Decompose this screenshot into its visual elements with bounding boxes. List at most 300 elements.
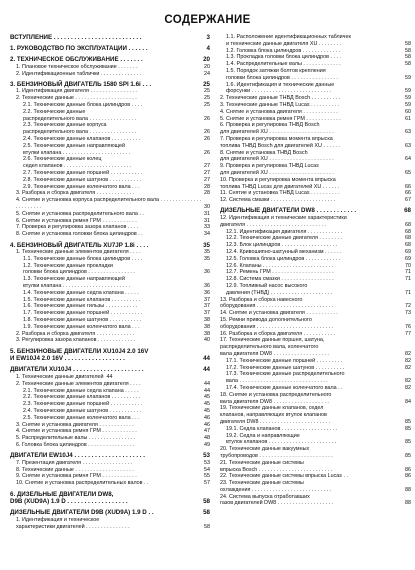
toc-entry [220,68,411,75]
toc-entry [10,374,210,381]
toc-entry-page: 85 [405,425,411,432]
toc-entry-page: 31 [204,217,210,224]
toc-entry-title: 10. Проверка и регулировка момента впрыска [220,176,336,183]
toc-entry-title: 24. Система выпуска отработавших [220,493,310,500]
toc-entry-page: 37 [204,310,210,317]
toc-entry [10,56,210,64]
toc-entry-title: 2.5. Технические данные направляющей [23,142,125,149]
toc-entry-title: 2.3. Технические данные поршней . . . . . . . . . . . [23,401,143,408]
toc-entry [10,408,210,415]
toc-entry-title: 6. Головка блока цилиндров . . . . . . . . . . . . . . . . [16,442,135,448]
toc-entry-title: 4. Снятие и установка ремня ГРМ . . . . . . . . . . . . [16,428,137,435]
toc-entry [220,95,411,102]
toc-entry [220,317,411,324]
toc-entry-page: 26 [204,149,210,156]
toc-entry-page: 71 [405,276,411,283]
toc-entry-page: 27 [204,170,210,177]
toc-entry [220,235,411,242]
toc-entry [220,331,411,338]
toc-entry-page: 53 [204,459,210,466]
toc-entry-title: 12.1. Идентификация двигателя . . . . . . . . . . . . [226,228,343,235]
toc-entry-page: 59 [405,95,411,102]
toc-entry [10,109,210,116]
toc-entry [10,337,210,344]
toc-entry-title: 12.3. Блок цилиндров . . . . . . . . . . . . . . . . . . . [226,242,338,249]
toc-entry [10,355,210,363]
toc-entry-title: 12.8. Система смазки . . . . . . . . . . . . . . . . . . [226,276,334,283]
toc-entry [220,460,411,467]
toc-entry-title: 2.2. Технические данные [23,108,86,115]
toc-entry [220,365,411,372]
toc-entry-page: 30 [204,204,210,211]
toc-entry-page: 68 [404,207,411,215]
toc-entry [220,129,411,136]
toc-entry [220,184,411,191]
toc-entry-page: 82 [405,350,411,357]
toc-entry-title: 3. БЕНЗИНОВЫЙ ДВИГАТЕЛЬ 1580 SPI 1.6i . . . [10,80,152,88]
toc-entry-title: 12.9. Топливный насос высокого [226,282,308,289]
toc-entry-page: 38 [204,330,210,337]
toc-entry-title: 23. Технические данные системы [220,480,304,487]
toc-entry-title: для двигателей XU . . . . . . . . . . . . . . . . . . . . . . [220,129,334,136]
toc-entry-page: 45 [204,394,210,401]
toc-entry [220,34,411,41]
toc-entry-page: 66 [405,183,411,190]
toc-entry-title: 13. Разборка и сборка навесного [220,296,303,303]
toc-entry-page: 58 [405,47,411,54]
toc-entry-page: 55 [204,473,210,480]
toc-entry [220,324,411,331]
toc-entry [10,256,210,263]
toc-entry-title: вала . . . . . . . . . . . . . . . . . . . . . . . . . . . . . . [226,378,328,385]
toc-entry [220,109,411,116]
toc-entry-title: 5. Снятие и установка ремня ГРМ . . . . . . . . . . . . [220,115,341,122]
toc-entry-title: 1.4. Технические данные седла клапана . . . . . [23,289,139,296]
toc-entry-title: 2. Технические данные элементов двигателя . . . . [16,380,141,387]
toc-entry [10,348,210,356]
toc-entry [10,473,210,480]
toc-entry [10,224,210,231]
toc-entry-title: 1.3. Прокладка головки блока цилиндров . . . . [226,54,341,61]
toc-entry-title: двигателя . . . . . . . . . . . . . . . . . . . . . . . . . . . [220,221,326,228]
toc-entry-title: 1. Идентификация двигателя . . . . . . . . . . . . . . . . [16,88,137,95]
toc-entry [10,170,210,177]
toc-entry-page: 71 [405,269,411,276]
toc-entry-page: 26 [204,129,210,136]
toc-entry-page: 71 [405,289,411,296]
toc-entry-page: 68 [405,228,411,235]
toc-entry [10,190,210,197]
toc-entry-page: 38 [204,317,210,324]
toc-entry [220,344,411,351]
toc-entry [10,95,210,102]
toc-entry [220,242,411,249]
toc-entry-page: 59 [405,88,411,95]
toc-entry [10,122,210,129]
toc-entry-page: 31 [204,210,210,217]
toc-entry-page: 76 [405,323,411,330]
toc-entry-title: 1.6. Идентификация и технические данные [226,81,335,88]
toc-entry [220,276,411,283]
toc-entry-page: 65 [405,169,411,176]
toc-entry-title: ДВИГАТЕЛИ EW10J4 . . . . . . . . . . . . . . . . . . . . . [10,452,145,460]
toc-entry [10,197,210,211]
toc-entry [10,435,210,442]
toc-entry-title: топлива ТНВД Bosch для двигателей XU . . . . . . [220,142,340,149]
toc-entry [10,150,210,157]
toc-entry-page: 58 [405,61,411,68]
toc-entry-title: 14. Снятие и установка двигателя . . . . . . . . . . . [220,310,338,317]
toc-entry [220,385,411,392]
toc-entry [10,116,210,123]
toc-entry-title: распределительного вала . . . . . . . . . . . . . . . . [23,115,136,122]
toc-entry-page: 25 [204,102,210,109]
toc-entry [220,82,411,89]
toc-entry-title: 2.4. Технические данные шатунов . . . . . . . . . . . [23,408,142,415]
toc-entry [220,337,411,344]
toc-entry-title: 4. Снятие и установка двигателя . . . . . . . . . . . . [220,108,338,115]
toc-entry-title: головки блока цилиндров . . . . . . . . . . . . . . . . [226,74,338,81]
toc-entry-page: 27 [204,176,210,183]
toc-entry-page: 40 [204,337,210,344]
toc-entry-page: 72 [405,303,411,310]
toc-entry [220,412,411,419]
toc-entry-page: 3 [206,34,210,41]
toc-entry-title: 5. БЕНЗИНОВЫЕ ДВИГАТЕЛИ XU10J4 2.0 16V [10,347,149,355]
toc-entry [220,263,411,270]
toc-entry-page: 88 [405,486,411,493]
toc-entry [220,303,411,310]
toc-entry-title: 12.2. Технические данные двигателя . . . . . . . . [226,235,342,242]
toc-entry [220,439,411,446]
toc-entry-page: 64 [405,156,411,163]
toc-entry [10,442,210,449]
toc-entry-page: 37 [204,296,210,303]
toc-entry [10,143,210,150]
toc-entry-page: 66 [405,190,411,197]
toc-entry-page: 27 [204,163,210,170]
toc-entry [220,433,411,440]
toc-entry-title: 1.8. Технические данные шатунов . . . . . . . . . . . [23,317,142,324]
toc-entry-page: 35 [203,241,210,249]
toc-entry-title: 1.1. Технические данные блока цилиндров . . . . [23,255,143,262]
toc-entry-page: 36 [204,269,210,276]
toc-entry-title: распределительного вала, коленчатого [220,344,319,351]
toc-entry [220,177,411,184]
toc-entry [220,473,411,480]
toc-entry [10,34,210,42]
toc-entry [220,156,411,163]
toc-entry-title: ДИЗЕЛЬНЫЕ ДВИГАТЕЛИ DW8 . . . . . . . . . . . . [220,207,357,215]
toc-entry [220,215,411,222]
toc-entry-page: 28 [204,183,210,190]
toc-entry [220,41,411,48]
toc-entry-page: 24 [204,70,210,77]
toc-entry-page: 88 [405,500,411,507]
toc-entry-title: 2.9. Технические данные коленчатого вала . . . [23,183,140,190]
toc-entry [220,75,411,82]
toc-entry-page: 45 [204,408,210,415]
toc-entry-page: 47 [204,428,210,435]
page-title: СОДЕРЖАНИЕ [164,14,251,26]
toc-entry-page: 38 [204,323,210,330]
toc-entry-page: 63 [405,129,411,136]
toc-entry-title: 4. БЕНЗИНОВЫЙ ДВИГАТЕЛЬ XU7JP 1.8i . . . . [10,241,149,249]
toc-entry-title: 17.2. Технические данные шатунов . . . . . . . . . . [226,364,345,371]
toc-entry-title: 3. Регулировка зазора клапанов . . . . . . . . . . . . . [16,337,136,344]
toc-entry [220,88,411,95]
toc-entry-page: 82 [405,364,411,371]
toc-entry-title: 1.2. Технические данные прокладки [23,262,113,269]
toc-entry [220,453,411,460]
toc-entry-page: 70 [405,262,411,269]
toc-entry-page: 45 [204,401,210,408]
toc-entry-page: 73 [405,310,411,317]
toc-entry [220,143,411,150]
toc-entry [220,378,411,385]
toc-entry [10,71,210,78]
toc-entry-page: 77 [405,330,411,337]
toc-entry-title: 2. Технические данные . . . . . . . . . . . . . . . . . . . . . [16,95,137,102]
toc-entry-page: 59 [405,74,411,81]
toc-entry-title: 9. Проверка и регулировка ТНВД Lucas [220,163,319,170]
toc-entry-title: 12.5. Головка блока цилиндров . . . . . . . . . . . . [226,255,341,262]
toc-entry-title: давления (ТНВД) . . . . . . . . . . . . . . . . . . . . . [226,289,333,296]
toc-entry [10,415,210,422]
toc-entry-title: 20. Технические данные вакуумных [220,446,310,453]
toc-entry-page: 86 [405,466,411,473]
toc-entry-page: 26 [204,115,210,122]
toc-entry-page: 36 [204,289,210,296]
toc-entry-title: 1.2. Головка блока цилиндров . . . . . . . . . . . . . [226,47,341,54]
toc-entry-title: 9. Снятие и установка ремня ГРМ . . . . . . . . . . . . [16,473,137,480]
toc-entry [220,399,411,406]
toc-entry-title: газов двигателей DW8 . . . . . . . . . . . . . . . . . . . [220,500,334,507]
toc-entry [10,317,210,324]
toc-entry-title: 19.1. Седла клапанов . . . . . . . . . . . . . . . . . . . [226,425,338,432]
toc-entry [220,61,411,68]
toc-entry-title: втулки клапана . . . . . . . . . . . . . . . . . . . . . . . [23,283,131,290]
toc-entry-page: 85 [405,439,411,446]
toc-entry-page: 82 [405,384,411,391]
toc-entry-page: 44 [203,366,210,374]
toc-entry [220,269,411,276]
toc-entry-title: И EW10J4 2.0 16V . . . . . . . . . . . . . . . . . . [10,355,125,363]
toc-entry-title: 17.4. Технические данные коленчатого вала . . [226,384,343,391]
toc-entry-title: 2.5. Технические данные коленчатого вала . . . [23,414,140,421]
toc-entry-page: 54 [204,466,210,473]
toc-entry-title: 2.2. Технические данные клапанов . . . . . . . . . . [23,394,141,401]
toc-entry-title: 1. Идентификация и техническое [16,516,100,523]
toc-entry [220,392,411,399]
toc-entry [10,467,210,474]
toc-entry [220,136,411,143]
toc-entry-title: 2.4. Технические данные клапанов . . . . . . . . . . [23,136,141,143]
toc-entry-page: 84 [405,398,411,405]
toc-entry-title: характеристики двигателей . . . . . . . . . . . . . . . [16,523,130,530]
toc-entry [10,249,210,256]
toc-entry [220,222,411,229]
toc-entry [220,249,411,256]
toc-entry-page: 58 [204,523,210,530]
toc-entry [10,283,210,290]
toc-entry [220,207,411,215]
toc-entry [220,480,411,487]
toc-entry-title: 2. Идентификационные таблички . . . . . . . . . . . . . . [16,70,142,77]
toc-entry-title: 1. Технические данные элементов двигателя . . . . [16,249,141,256]
toc-entry-page: 26 [204,136,210,143]
toc-entry-title: 2.8. Технические данные шатунов . . . . . . . . . . . [23,176,142,183]
toc-entry-page: 61 [405,115,411,122]
toc-entry [220,283,411,290]
toc-entry-title: 7. Презентация двигателя . . . . . . . . . . . . . . . . . [16,459,133,466]
toc-entry-title: 2. Технические данные ТНВД Bosch . . . . . . . . . . [220,95,341,102]
toc-entry [220,48,411,55]
toc-entry [220,446,411,453]
toc-entry [220,190,411,197]
toc-entry [10,401,210,408]
toc-entry-title: двигателя DW8 . . . . . . . . . . . . . . . . . . . . . . . . [220,418,331,425]
toc-entry [220,371,411,378]
toc-entry-title: 22. Технические данные системы впрыска Lucas . . [220,473,348,480]
toc-entry [10,428,210,435]
toc-entry-title: головки блока цилиндров . . . . . . . . . . . . . . . . [23,269,135,276]
toc-entry [10,88,210,95]
toc-entry [220,310,411,317]
toc-entry-page: 44 [204,387,210,394]
toc-entry-title: 1.6. Технические данные гильзы . . . . . . . . . . . [23,303,138,310]
toc-entry-page: 28 [204,190,210,197]
toc-entry-page: 58 [405,54,411,61]
toc-entry-title: седел клапанов . . . . . . . . . . . . . . . . . . . . . . . [23,163,132,170]
toc-entry-page: 4 [206,45,210,53]
toc-entry-page: 25 [204,95,210,102]
toc-entry [220,426,411,433]
toc-entry-title: 6. Проверка и регулировка ТНВД Bosch [220,122,320,129]
toc-entry-page: 58 [203,498,210,506]
toc-entry [220,487,411,494]
toc-entry-title: 4. Снятие и установка корпуса распределительного вала . . . . . . . . . . . . . . . . . . . . . . . [16,197,203,211]
toc-entry-page: 82 [405,378,411,385]
toc-entry-page: 37 [204,303,210,310]
toc-entry-title: вала двигателя DW8 . . . . . . . . . . . . . . . . . . . [220,350,329,357]
toc-entry-page: 25 [203,80,210,88]
toc-column-right [220,34,411,507]
toc-entry [10,163,210,170]
toc-entry [10,498,210,506]
toc-entry-title: 2. Разборка и сборка двигателя . . . . . . . . . . . . . [16,330,135,337]
toc-entry-page: 59 [405,101,411,108]
toc-entry [220,102,411,109]
toc-entry-title: ДВИГАТЕЛИ XU10J4 . . . . . . . . . . . . . . . . . . . . . [10,366,144,374]
toc-entry-title: 12.7. Ремень ГРМ . . . . . . . . . . . . . . . . . . . . . [226,269,334,276]
toc-entry-title: 12. Система смазки . . . . . . . . . . . . . . . . . . . . . . [220,197,336,204]
toc-entry-title: 5. Распределительные валы . . . . . . . . . . . . . . . . [16,435,136,442]
toc-entry-page: 58 [203,509,210,517]
toc-entry [10,324,210,331]
toc-entry [220,54,411,61]
toc-entry-title: 17.1. Технические данные поршней . . . . . . . . . [226,357,343,364]
toc-entry-title: ВСТУПЛЕНИЕ . . . . . . . . . . . . . . . . . . . . . . . . . . [10,34,142,41]
toc-entry-page: 44 [204,380,210,387]
toc-entry [10,184,210,191]
toc-entry [10,45,210,53]
toc-entry-title: 2. ТЕХНИЧЕСКОЕ ОБСЛУЖИВАНИЕ . . . . . . . [10,56,143,64]
toc-entry-title: 1.9. Технические данные коленчатого вала . . . [23,323,140,330]
toc-entry-title: оборудования . . . . . . . . . . . . . . . . . . . . . . . . . . [220,323,334,330]
toc-entry [10,64,210,71]
toc-entry [220,290,411,297]
toc-entry [10,136,210,143]
toc-entry-title: форсунки . . . . . . . . . . . . . . . . . . . . . . . . . . . [226,88,332,95]
toc-entry-page: 46 [204,414,210,421]
toc-entry-page: 67 [405,197,411,204]
toc-entry [10,480,210,487]
toc-entry-title: для двигателей XU . . . . . . . . . . . . . . . . . . . . . . [220,169,334,176]
toc-entry-title: 12.4. Кривошипно-шатунный механизм . . . . . . [226,249,342,255]
toc-entry [10,517,210,524]
toc-entry-title: 1.5. Порядок затяжки болтов крепления [226,67,326,74]
toc-entry-title: и технические данные двигателя XU . . . . . . . . [226,40,342,47]
toc-entry-title: 7. Проверка и регулировка зазора клапанов . . . . [16,224,139,231]
toc-entry-page: 68 [405,221,411,228]
toc-entry [10,211,210,218]
toc-entry [220,419,411,426]
toc-entry-page: 82 [405,357,411,364]
toc-entry-page: 85 [405,452,411,459]
toc-entry-title: 19. Технические данные клапанов, седел [220,405,324,412]
toc-entry-title: 8. Снятие и установка головки блока цилиндров . . [16,231,143,238]
toc-entry-page: 35 [204,249,210,256]
toc-entry [220,170,411,177]
toc-entry-title: 16. Разборка и сборка двигателя . . . . . . . . . . . [220,330,336,337]
toc-entry-title: 21. Технические данные системы [220,459,304,466]
toc-entry-title: 3. Разборка и сборка двигателя . . . . . . . . . . . . . [16,190,135,197]
toc-entry [220,467,411,474]
toc-entry [10,452,210,460]
toc-entry-title: 3. Снятие и установка двигателя . . . . . . . . . . . . [16,421,134,428]
toc-entry [220,256,411,263]
toc-entry-page: 85 [405,418,411,425]
toc-entry-page: 36 [204,283,210,290]
toc-entry-title: 1.4. Распределительные валы . . . . . . . . . . . . . [226,61,341,68]
toc-entry [220,197,411,204]
toc-entry-title: распределительного вала . . . . . . . . . . . . . . . . [23,129,136,136]
toc-entry-title: впрыска Bosch . . . . . . . . . . . . . . . . . . . . . . . . . [220,466,333,473]
toc-entry [10,231,210,238]
toc-entry-page: 63 [405,142,411,149]
toc-entry [220,297,411,304]
toc-entry [10,218,210,225]
toc-entry-title: охлаждения . . . . . . . . . . . . . . . . . . . . . . . . . . . [220,486,332,493]
toc-entry-title: клапанов, направляющих втулок клапанов [220,412,327,419]
toc-entry-title: 6. ДИЗЕЛЬНЫЕ ДВИГАТЕЛИ DW8, [10,490,114,498]
toc-entry-title: 2.1. Технические данные блока цилиндров . . . . [23,102,143,109]
toc-entry [220,358,411,365]
toc-entry-page: 20 [203,56,210,64]
toc-entry-page: 69 [405,249,411,255]
toc-entry-title: 17.3. Технические данные распределительного [226,371,345,378]
toc-entry [220,351,411,358]
toc-entry [220,229,411,236]
toc-entry [10,102,210,109]
toc-entry [10,290,210,297]
toc-entry [10,366,210,374]
toc-entry-title: D9B (XUD9A) 1.9 D . . . . . . . . . . . . . . . . . . [10,498,128,506]
toc-entry-title: 10. Снятие и установка распределительных валов . . [16,480,149,487]
toc-entry-title: 1. Технические данные двигателей 44 [16,374,113,381]
toc-entry [10,491,210,499]
